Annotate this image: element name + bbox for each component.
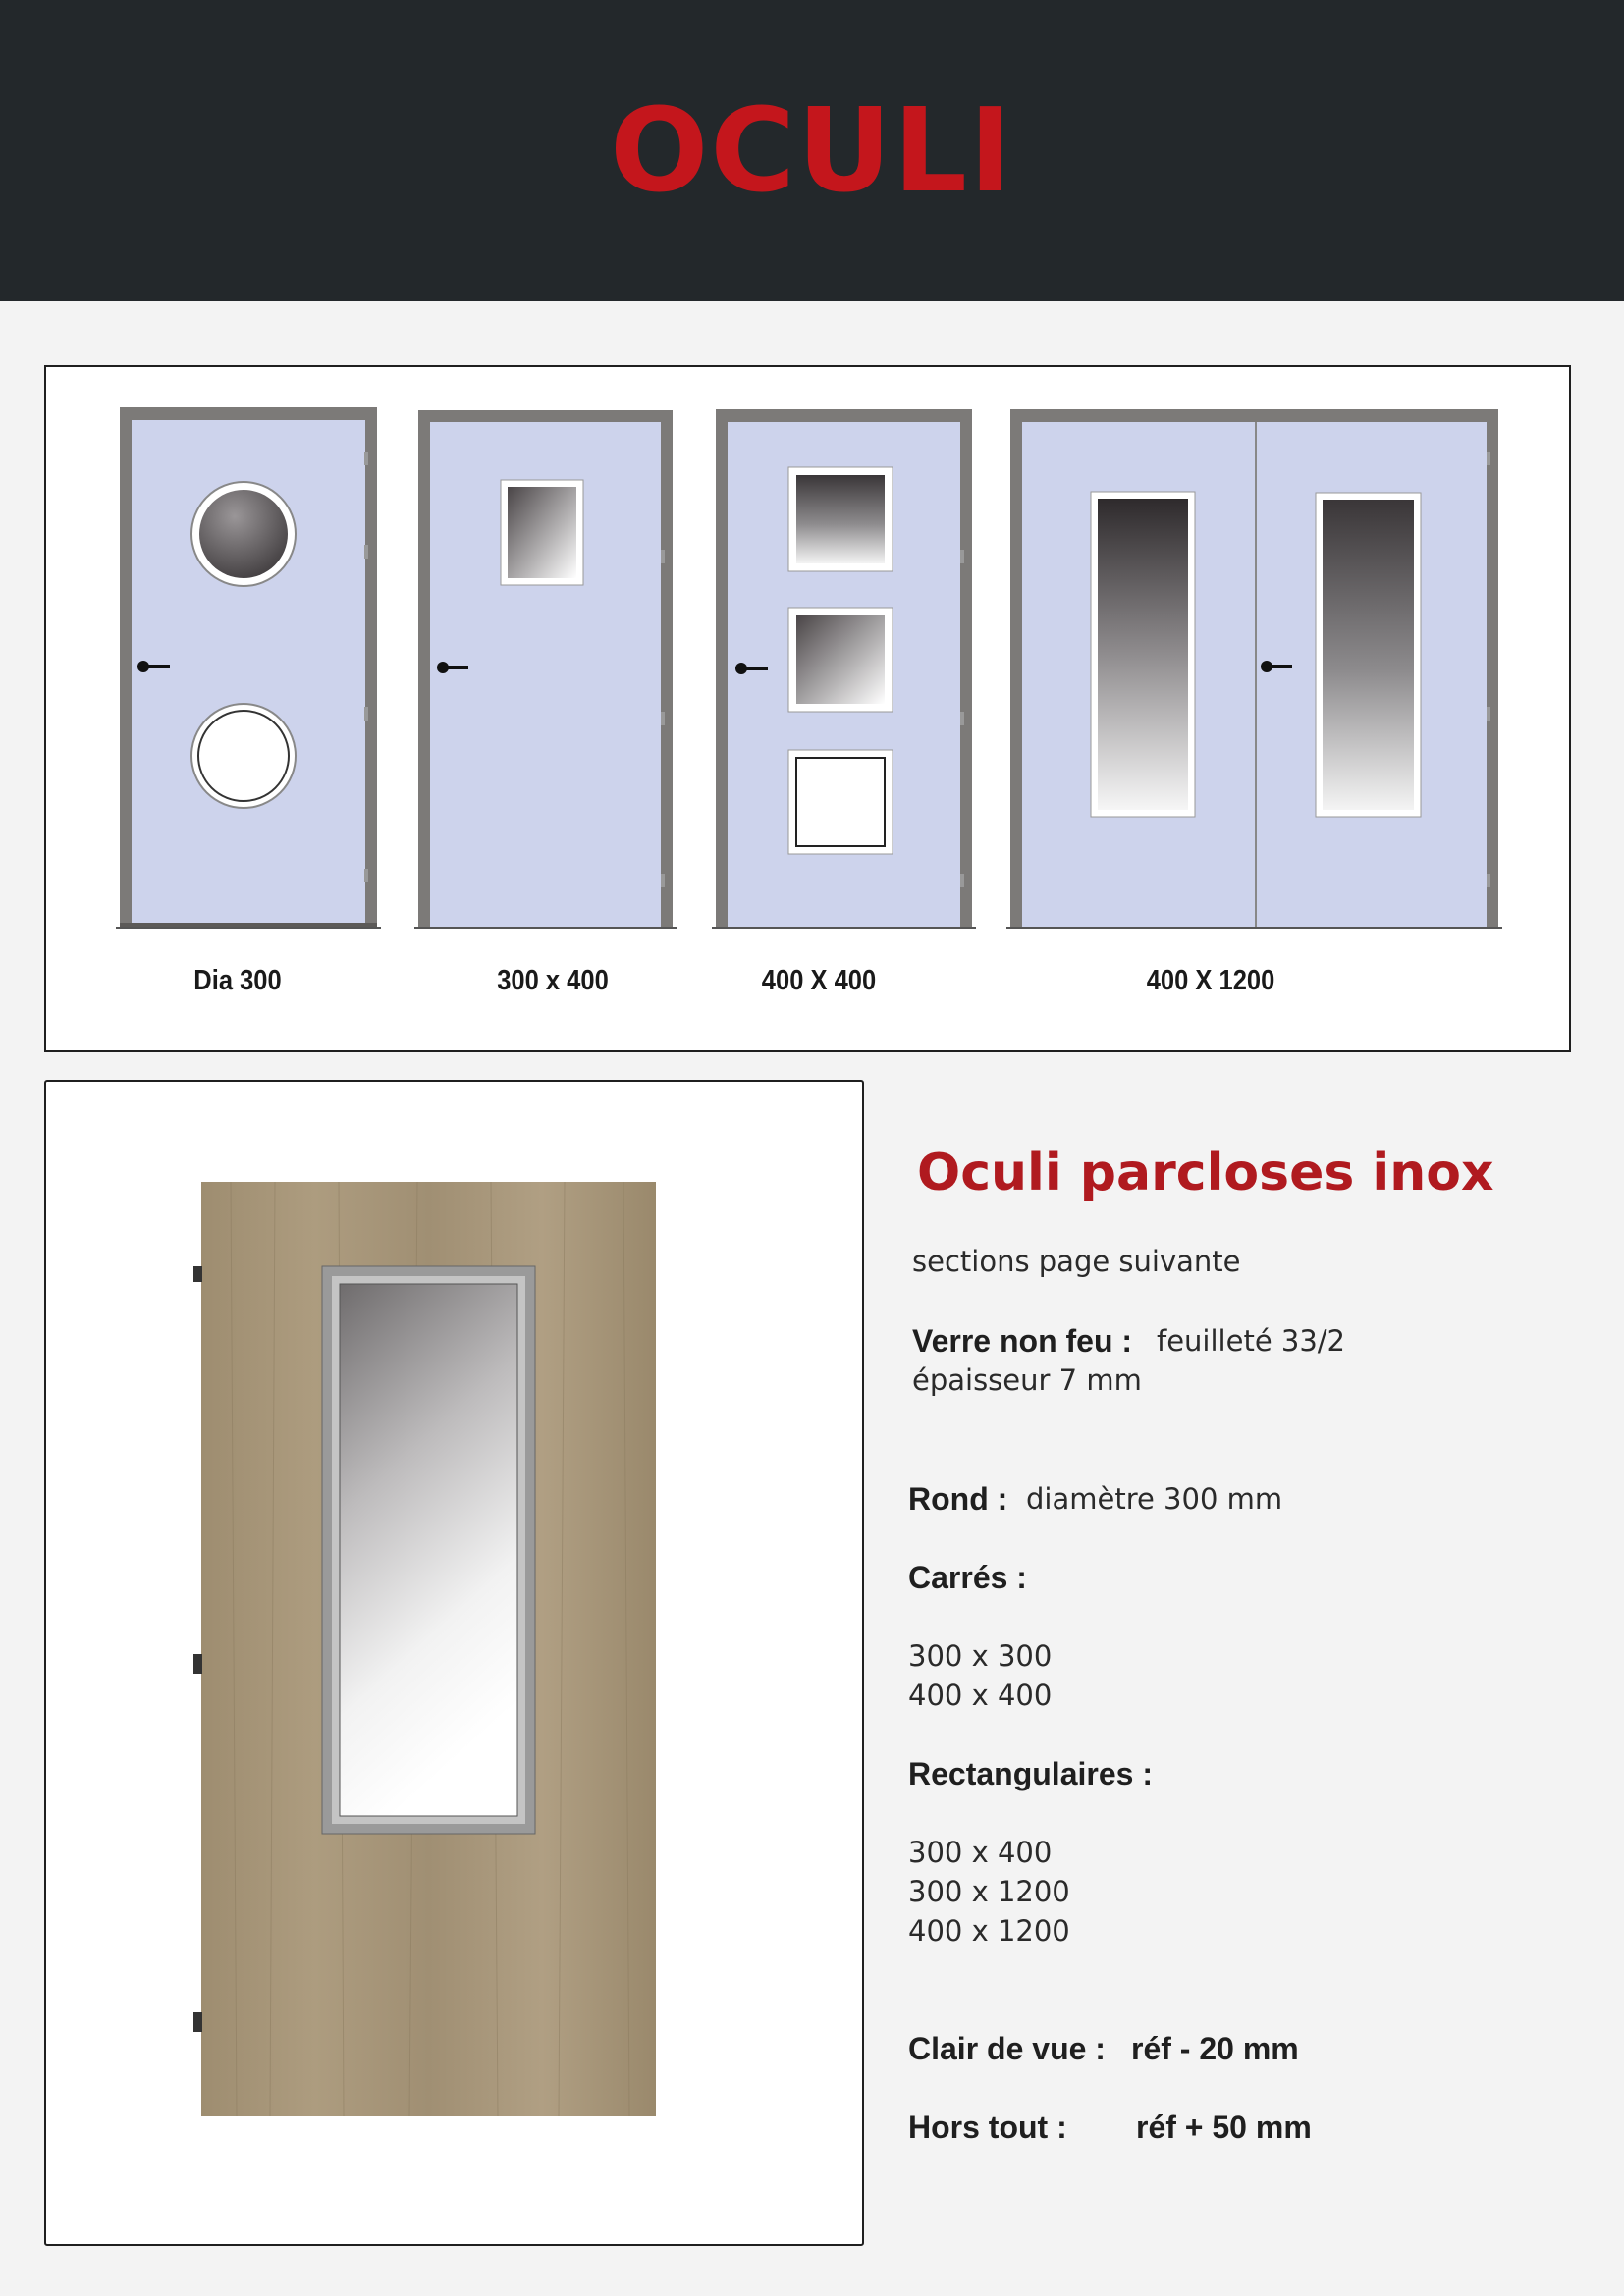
carres-label: Carrés : <box>908 1560 1027 1595</box>
rect-value: 300 x 400 <box>908 1836 1053 1869</box>
verre-label: Verre non feu : <box>912 1323 1133 1359</box>
rond-value: diamètre 300 mm <box>1026 1482 1283 1516</box>
hors-label: Hors tout : <box>908 2109 1067 2145</box>
verre-value: feuilleté 33/2 <box>1157 1324 1345 1358</box>
carres-value: 400 x 400 <box>908 1679 1053 1712</box>
subtitle-text: sections page suivante <box>912 1245 1241 1278</box>
door-round <box>116 407 381 928</box>
clair-label: Clair de vue : <box>908 2031 1106 2066</box>
section-title: Oculi parcloses inox <box>917 1144 1494 1202</box>
rond-label: Rond : <box>908 1481 1008 1517</box>
clair-value: réf - 20 mm <box>1131 2031 1299 2066</box>
caption-300x400: 300 x 400 <box>497 965 609 996</box>
door-squares <box>712 409 976 928</box>
rect-value: 300 x 1200 <box>908 1875 1070 1908</box>
rect-value: 400 x 1200 <box>908 1914 1070 1948</box>
carres-value: 300 x 300 <box>908 1639 1053 1673</box>
door-rect-small <box>414 410 677 928</box>
wood-door-photo <box>44 1080 864 2246</box>
rect-label: Rectangulaires : <box>908 1756 1153 1791</box>
caption-dia-300: Dia 300 <box>193 965 282 996</box>
verre-value-2: épaisseur 7 mm <box>912 1363 1142 1397</box>
door-double <box>1006 409 1502 928</box>
page-title: OCULI <box>610 82 1014 218</box>
hors-value: réf + 50 mm <box>1136 2109 1312 2145</box>
caption-400x400: 400 X 400 <box>761 965 877 996</box>
photo-panel <box>44 1080 864 2246</box>
caption-400x1200: 400 X 1200 <box>1146 965 1275 996</box>
